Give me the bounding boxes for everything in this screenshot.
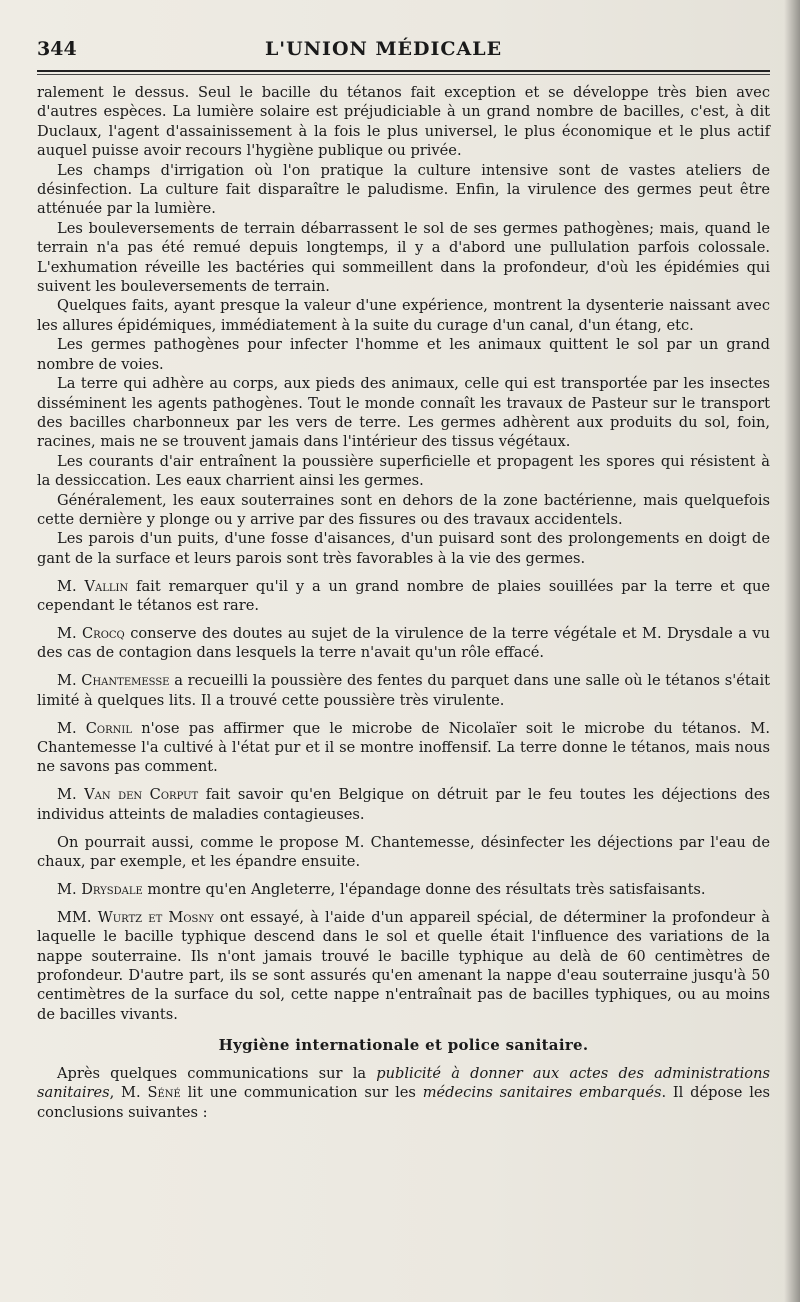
speaker-name: M. Chantemesse bbox=[57, 672, 170, 690]
speaker-name: Séné bbox=[147, 1084, 181, 1102]
intro-text: Après quelques communications sur la bbox=[57, 1064, 377, 1082]
running-title: L'UNION MÉDICALE bbox=[264, 38, 503, 60]
header-rule bbox=[37, 70, 770, 75]
paragraph: Les bouleversements de terrain débarrassent le sol de ses germes pathogènes; mais, quand le terrain n'a pas été remué depuis longtemps, il y a d'abord une pullulation parfois colossale. L'exhumation réveille les bactéries qui sommeillent dans la profondeur, d'où les épidémies qui suivent les bouleversements de terrain. bbox=[37, 219, 770, 296]
intervention bbox=[37, 880, 770, 899]
intervention-text: fait savoir qu'en Belgique on détruit par le feu toutes les déjections des individus atteints de maladies contagieuses. bbox=[37, 786, 770, 823]
speaker-name: M. Drysdale bbox=[57, 880, 143, 898]
page-edge-shadow bbox=[784, 0, 800, 1302]
intervention bbox=[37, 624, 770, 663]
paragraph: Quelques faits, ayant presque la valeur d'une expérience, montrent la dysenterie naissant avec les allures épidémiques, immédiatement à la suite du curage d'un canal, d'un étang, etc. bbox=[37, 297, 770, 334]
paragraph: Les champs d'irrigation où l'on pratique la culture intensive sont de vastes ateliers de désinfection. La culture fait disparaître le paludisme. Enfin, la virulence des germes peut être atténuée par la lumière. bbox=[37, 161, 770, 218]
speaker-name: MM. Wurtz et Mosny bbox=[57, 908, 214, 926]
speaker-name: M. Vallin bbox=[57, 577, 129, 595]
intro-text: lit une communication sur les bbox=[180, 1084, 423, 1102]
paragraph: La terre qui adhère au corps, aux pieds des animaux, celle qui est transportée par les insectes disséminent les agents pathogènes. Tout le monde connaît les travaux de Pasteur sur le transport des bacilles charbonneux par les vers de terre. Les germes adhèrent aux produits du sol, foin, racines, mais ne se trouvent jamais dans l'intérieur des tissus végétaux. bbox=[37, 375, 770, 451]
speaker-name: M. Van den Corput bbox=[57, 786, 199, 804]
intervention bbox=[37, 785, 770, 824]
intervention-text: ont essayé, à l'aide d'un appareil spécial, de déterminer la profondeur à laquelle le bacille typhique descend dans le sol et quelle était l'influence des variations de la nappe souterraine. Ils n'ont jamais trouvé le bacille typhique au delà de 60 centimètres de profondeur. D'autre part, ils se sont assurés qu'en amenant la nappe d'eau souterraine jusqu'à 50 centimètres de la surface du sol, cette nappe n'entraînait pas de bacilles typhiques, ou au moins de bacilles vivants. bbox=[37, 908, 770, 1023]
intro-italic: médecins sanitaires embarqués bbox=[422, 1084, 662, 1102]
intervention bbox=[37, 671, 770, 710]
intro-text: . Il dépose les conclusions suivantes : bbox=[37, 1084, 770, 1121]
paragraph: Les courants d'air entraînent la poussière superficielle et propagent les spores qui résistent à la dessiccation. Les eaux charrient ainsi les germes. bbox=[37, 452, 770, 490]
section-intro bbox=[37, 1064, 770, 1122]
intervention-text: a recueilli la poussière des fentes du parquet dans une salle où le tétanos s'était limité à quelques lits. Il a trouvé cette poussière très virulente. bbox=[37, 672, 770, 709]
intervention bbox=[37, 719, 770, 777]
page-header bbox=[37, 38, 770, 66]
paragraph: ralement le dessus. Seul le bacille du tétanos fait exception et se développe très bien avec d'autres espèces. La lumière solaire est préjudiciable à un grand nombre de bacilles, c'est, à dit Duclaux, l'agent d'assainissement à la fois le plus universel, le plus économique et le plus actif auquel puisse avoir recours l'hygiène publique ou privée. bbox=[37, 84, 770, 160]
intro-text: , M. bbox=[109, 1084, 148, 1102]
speaker-name: M. Cornil bbox=[57, 719, 133, 737]
intervention-text: montre qu'en Angleterre, l'épandage donne des résultats très satisfaisants. bbox=[142, 880, 706, 898]
intervention-text: fait remarquer qu'il y a un grand nombre de plaies souillées par la terre et que cependant le tétanos est rare. bbox=[37, 577, 771, 615]
intervention-text: conserve des doutes au sujet de la virulence de la terre végétale et M. Drysdale a vu des cas de contagion dans lesquels la terre n'avait qu'un rôle effacé. bbox=[37, 624, 770, 662]
intro-italic: publicité à donner aux actes des administrations sanitaires bbox=[37, 1064, 770, 1102]
intervention bbox=[37, 908, 770, 1024]
paragraph: Les germes pathogènes pour infecter l'homme et les animaux quittent le sol par un grand nombre de voies. bbox=[37, 336, 770, 373]
intervention-text: n'ose pas affirmer que le microbe de Nicolaïer soit le microbe du tétanos. M. Chantemesse l'a cultivé à l'état pur et il se montre inoffensif. La terre donne le tétanos, mais nous ne savons pas comment. bbox=[37, 719, 770, 776]
paragraph: Les parois d'un puits, d'une fosse d'aisances, d'un puisard sont des prolongements en doigt de gant de la surface et leurs parois sont très favorables à la vie des germes. bbox=[37, 530, 770, 567]
paragraph: Généralement, les eaux souterraines sont en dehors de la zone bactérienne, mais quelquefois cette dernière y plonge ou y arrive par des fissures ou des travaux accidentels. bbox=[37, 491, 770, 528]
intervention-text: On pourrait aussi, comme le propose M. Chantemesse, désinfecter les déjections par l'eau de chaux, par exemple, et les épandre ensuite. bbox=[37, 833, 770, 871]
article-body bbox=[37, 83, 770, 1122]
intervention bbox=[37, 833, 770, 872]
intervention bbox=[37, 577, 770, 616]
section-heading: Hygiène internationale et police sanitaire. bbox=[218, 1036, 589, 1055]
speaker-name: M. Crocq bbox=[57, 624, 125, 642]
page-number: 344 bbox=[37, 38, 77, 60]
